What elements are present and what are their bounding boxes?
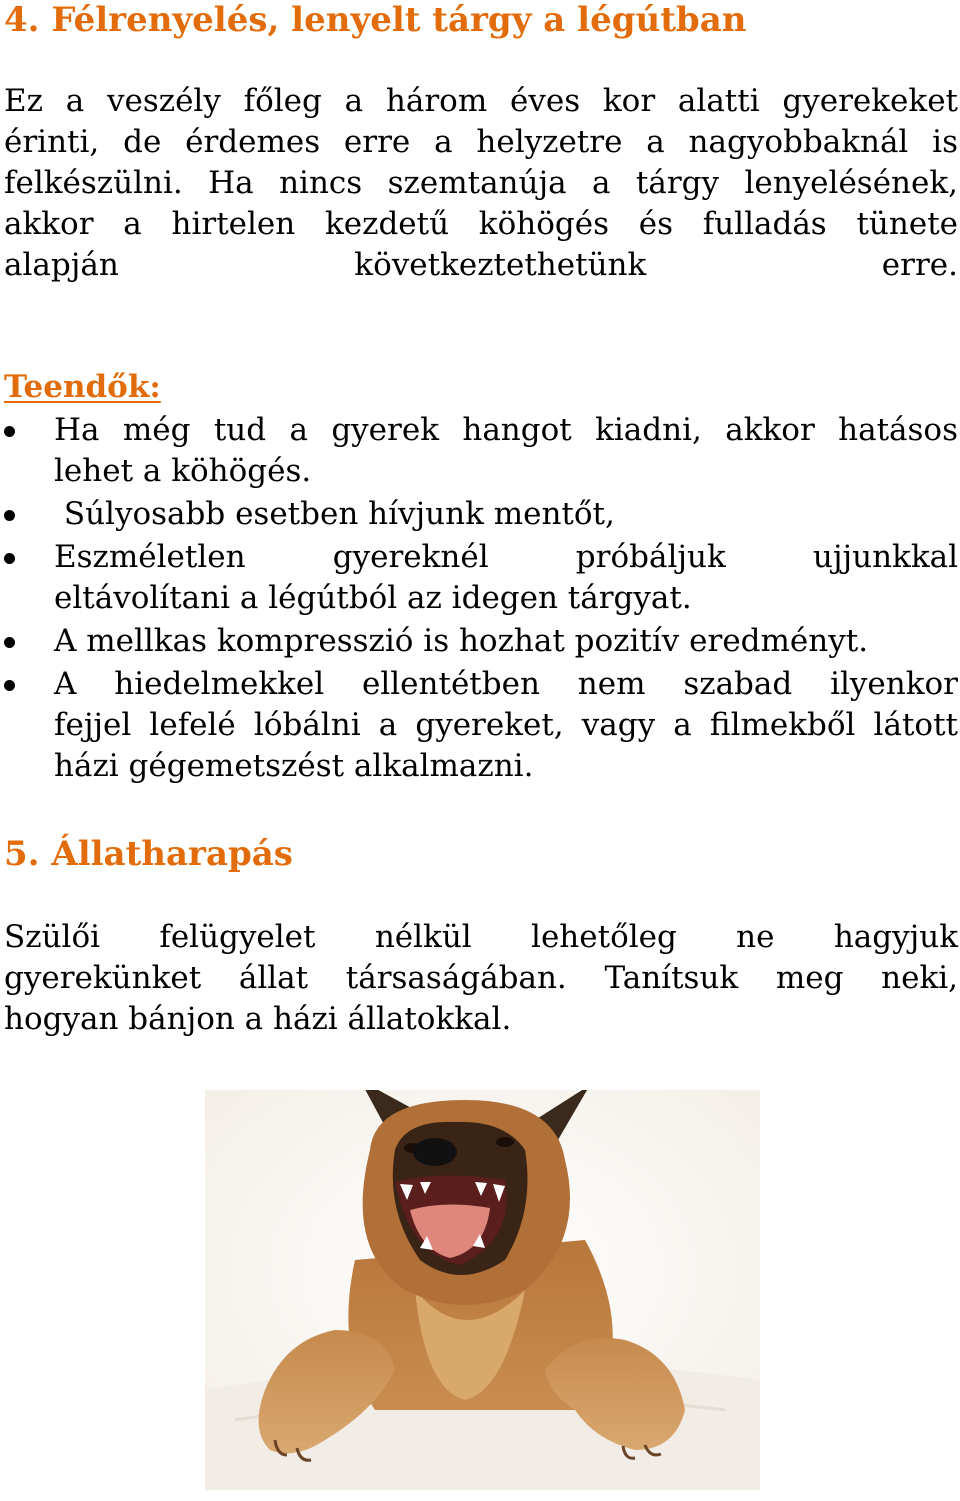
todo-line: Súlyosabb esetben hívjunk mentőt,	[54, 496, 615, 532]
todo-line: fejjel lefelé lóbálni a gyereket, vagy a filmekből látott	[54, 707, 958, 743]
todo-item	[0, 664, 958, 787]
todo-line: lehet a köhögés.	[54, 453, 312, 489]
todo-line: A mellkas kompresszió is hozhat pozitív eredményt.	[54, 623, 869, 659]
todo-line: házi gégemetszést alkalmazni.	[54, 748, 534, 784]
barking-dog-photo	[205, 1090, 760, 1490]
intro-line: hogyan bánjon a házi állatokkal.	[4, 1001, 512, 1037]
todo-line: Eszméletlen gyereknél próbáljuk ujjunkkal	[54, 539, 958, 575]
section-4-intro	[4, 81, 958, 286]
intro-line: alapján következtethetünk erre.	[4, 247, 958, 283]
intro-line: Ez a veszély főleg a három éves kor alatti gyerekeket	[4, 83, 958, 119]
section-5-heading: 5. Állatharapás	[4, 834, 293, 874]
todo-line: eltávolítani a légútból az idegen tárgyat.	[54, 580, 692, 616]
todo-item	[0, 410, 958, 492]
bullet-icon	[4, 680, 15, 691]
section-4-heading: 4. Félrenyelés, lenyelt tárgy a légútban	[4, 0, 747, 40]
todo-list	[0, 410, 960, 789]
bullet-icon	[4, 510, 15, 521]
todo-item	[0, 537, 958, 619]
intro-line: akkor a hirtelen kezdetű köhögés és fulladás tünete	[4, 206, 958, 242]
intro-line: érinti, de érdemes erre a helyzetre a nagyobbaknál is	[4, 124, 958, 160]
todo-item	[0, 494, 958, 535]
intro-line: Szülői felügyelet nélkül lehetőleg ne hagyjuk	[4, 919, 958, 955]
todo-item	[0, 621, 958, 662]
bullet-icon	[4, 553, 15, 564]
todo-title: Teendők:	[4, 369, 161, 405]
intro-line: felkészülni. Ha nincs szemtanúja a tárgy lenyelésének,	[4, 165, 958, 201]
intro-line: gyerekünket állat társaságában. Tanítsuk meg neki,	[4, 960, 958, 996]
todo-line: Ha még tud a gyerek hangot kiadni, akkor hatásos	[54, 412, 958, 448]
section-5-intro	[4, 917, 958, 1040]
bullet-icon	[4, 637, 15, 648]
todo-line: A hiedelmekkel ellentétben nem szabad ilyenkor	[54, 666, 958, 702]
bullet-icon	[4, 426, 15, 437]
